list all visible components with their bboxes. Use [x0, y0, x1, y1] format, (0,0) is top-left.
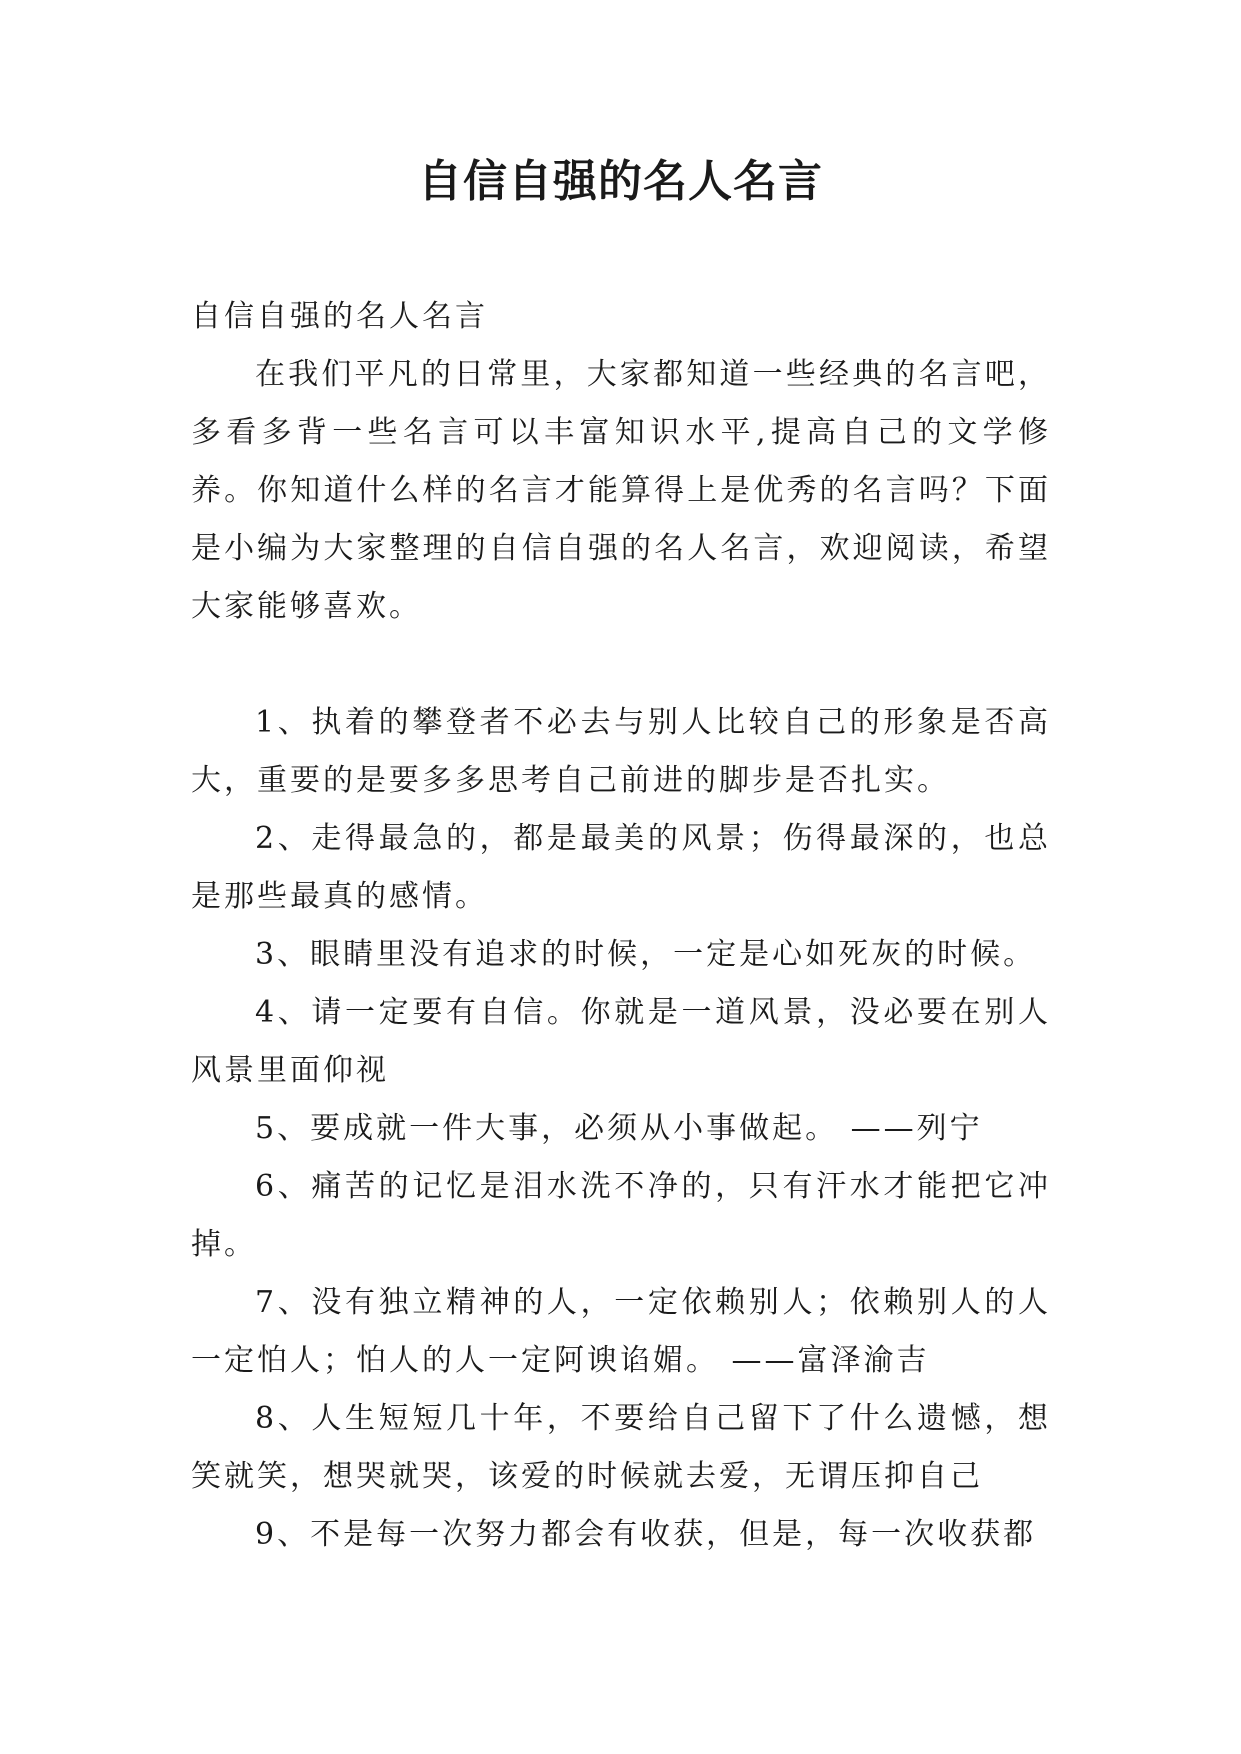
document-title: 自信自强的名人名言 — [418, 156, 823, 207]
quote-item: 4、请一定要有自信。你就是一道风景，没必要在别人风景里面仰视 — [191, 995, 1051, 1088]
document-body — [191, 288, 1051, 1564]
quote-item: 8、人生短短几十年，不要给自己留下了什么遗憾，想笑就笑，想哭就哭，该爱的时候就去爱，无谓压抑自己 — [191, 1401, 1051, 1494]
quote-item: 2、走得最急的，都是最美的风景；伤得最深的，也总是那些最真的感情。 — [191, 821, 1051, 914]
quote-item: 6、痛苦的记忆是泪水洗不净的，只有汗水才能把它冲掉。 — [191, 1169, 1051, 1262]
document-subtitle: 自信自强的名人名言 — [191, 299, 488, 334]
intro-paragraph: 在我们平凡的日常里，大家都知道一些经典的名言吧，多看多背一些名言可以丰富知识水平,提高自己的文学修养。你知道什么样的名言才能算得上是优秀的名言吗？下面是小编为大家整理的自信自强的名人名言，欢迎阅读，希望大家能够喜欢。 — [191, 357, 1051, 624]
quote-item: 5、要成就一件大事，必须从小事做起。 ——列宁 — [255, 1111, 983, 1146]
quote-item: 9、不是每一次努力都会有收获，但是，每一次收获都 — [255, 1517, 1037, 1552]
paragraph-spacer — [191, 636, 1051, 694]
quote-item: 7、没有独立精神的人，一定依赖别人；依赖别人的人一定怕人；怕人的人一定阿谀谄媚。 ——富泽渝吉 — [191, 1285, 1051, 1378]
quote-item: 3、眼睛里没有追求的时候，一定是心如死灰的时候。 — [255, 937, 1037, 972]
quote-item: 1、执着的攀登者不必去与别人比较自己的形象是否高大，重要的是要多多思考自己前进的脚步是否扎实。 — [191, 705, 1051, 798]
